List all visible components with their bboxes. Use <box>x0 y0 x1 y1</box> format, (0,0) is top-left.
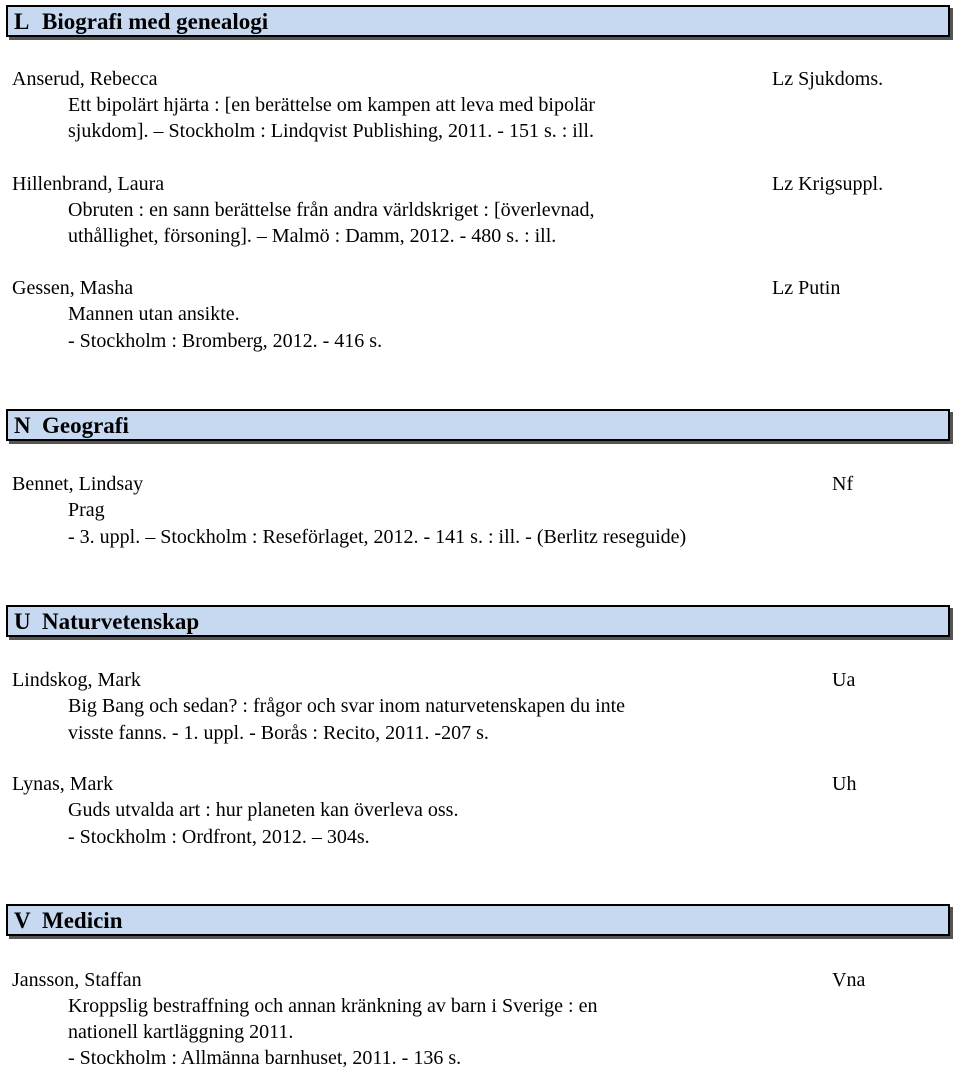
section-header-v <box>6 904 950 936</box>
entry-author: Gessen, Masha <box>12 277 134 299</box>
entry-line: Guds utvalda art : hur planeten kan överleva oss. <box>68 799 459 821</box>
entry-line: Kroppslig bestraffning och annan kränkning av barn i Sverige : en <box>68 995 598 1017</box>
entry-line: uthållighet, försoning]. – Malmö : Damm, 2012. - 480 s. : ill. <box>68 225 557 247</box>
entry-author: Bennet, Lindsay <box>12 473 144 495</box>
shelf-mark: Uh <box>832 773 857 795</box>
entry-line: - Stockholm : Bromberg, 2012. - 416 s. <box>68 330 383 352</box>
shelf-mark: Ua <box>832 669 856 691</box>
section-header-l <box>6 5 950 37</box>
shelf-mark: Vna <box>832 969 866 991</box>
section-code: L <box>14 9 30 34</box>
section-title: Biografi med genealogi <box>42 9 269 34</box>
entry-line: - Stockholm : Allmänna barnhuset, 2011. - 136 s. <box>68 1047 462 1069</box>
entry-line: nationell kartläggning 2011. <box>68 1021 294 1043</box>
entry-line: Mannen utan ansikte. <box>68 303 240 325</box>
section-title: Geografi <box>42 413 129 438</box>
entry-line: visste fanns. - 1. uppl. - Borås : Recito, 2011. -207 s. <box>68 722 489 744</box>
entry-author: Lynas, Mark <box>12 773 114 795</box>
section-code: N <box>14 413 31 438</box>
entry-author: Jansson, Staffan <box>12 969 142 991</box>
entry-author: Lindskog, Mark <box>12 669 141 691</box>
section-header-u <box>6 605 950 637</box>
shelf-mark: Lz Putin <box>772 277 841 299</box>
section-code: U <box>14 609 31 634</box>
shelf-mark: Nf <box>832 473 854 495</box>
entry-line: Big Bang och sedan? : frågor och svar inom naturvetenskapen du inte <box>68 695 626 717</box>
section-title: Naturvetenskap <box>42 609 200 634</box>
entry-author: Anserud, Rebecca <box>12 68 158 90</box>
section-title: Medicin <box>42 908 123 933</box>
entry-line: Prag <box>68 499 105 521</box>
entry-line: - Stockholm : Ordfront, 2012. – 304s. <box>68 826 370 848</box>
entry-line: sjukdom]. – Stockholm : Lindqvist Publishing, 2011. - 151 s. : ill. <box>68 120 594 142</box>
section-code: V <box>14 908 31 933</box>
entry-line: Obruten : en sann berättelse från andra världskriget : [överlevnad, <box>68 199 595 221</box>
entry-line: Ett bipolärt hjärta : [en berättelse om kampen att leva med bipolär <box>68 94 596 116</box>
shelf-mark: Lz Krigsuppl. <box>772 173 884 195</box>
shelf-mark: Lz Sjukdoms. <box>772 68 884 90</box>
section-header-n <box>6 409 950 441</box>
entry-line: - 3. uppl. – Stockholm : Reseförlaget, 2012. - 141 s. : ill. - (Berlitz reseguide) <box>68 526 687 548</box>
entry-author: Hillenbrand, Laura <box>12 173 165 195</box>
